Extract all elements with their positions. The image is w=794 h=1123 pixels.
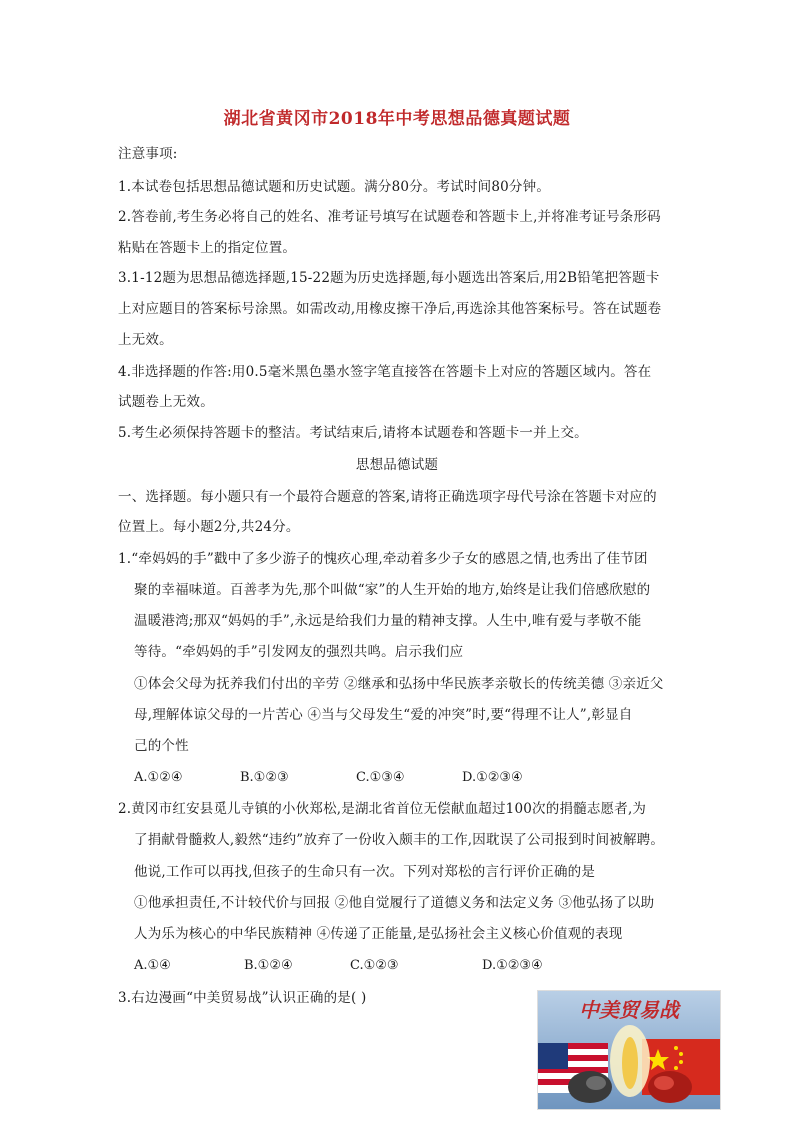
- question-3-line: 3.右边漫画“中美贸易战”认识正确的是( ): [118, 990, 367, 1006]
- notice-line: 1.本试卷包括思想品德试题和历史试题。满分80分。考试时间80分钟。: [118, 179, 551, 195]
- question-1-statement: 母,理解体谅父母的一片苦心 ④当与父母发生“爱的冲突”时,要“得理不让人”,彰显自: [134, 707, 633, 723]
- question-2-statement: ①他承担责任,不计较代价与回报 ②他自觉履行了道德义务和法定义务 ③他弘扬了以助: [134, 895, 655, 911]
- part-instruction: 位置上。每小题2分,共24分。: [118, 519, 300, 535]
- boxing-glove-icon: [648, 1071, 692, 1103]
- option-b[interactable]: B.①②④: [244, 958, 293, 973]
- question-1-statement: 己的个性: [134, 738, 189, 754]
- option-b[interactable]: B.①②③: [240, 770, 289, 785]
- notice-heading: 注意事项:: [118, 146, 178, 162]
- notice-line: 上无效。: [118, 332, 173, 348]
- question-2-line: 2.黄冈市红安县觅儿寺镇的小伙郑松,是湖北省首位无偿献血超过100次的捐髓志愿者,为: [118, 801, 647, 817]
- question-2-line: 他说,工作可以再找,但孩子的生命只有一次。下列对郑松的言行评价正确的是: [134, 864, 596, 880]
- question-1-line: 温暖港湾;那双“妈妈的手”,永远是给我们力量的精神支撑。人生中,唯有爱与孝敬不能: [134, 613, 642, 629]
- question-1-statement: ①体会父母为抚养我们付出的辛劳 ②继承和弘扬中华民族孝亲敬长的传统美德 ③亲近父: [134, 676, 664, 692]
- option-d[interactable]: D.①②③④: [482, 958, 543, 973]
- notice-line: 3.1-12题为思想品德选择题,15-22题为历史选择题,每小题选出答案后,用2B铅笔把答题卡: [118, 270, 660, 286]
- question-1-line: 聚的幸福味道。百善孝为先,那个叫做“家”的人生开始的地方,始终是让我们倍感欣慰的: [134, 582, 651, 598]
- notice-line: 粘贴在答题卡上的指定位置。: [118, 240, 297, 256]
- cartoon-caption: 中美贸易战: [579, 998, 679, 1022]
- notice-line: 试题卷上无效。: [118, 394, 214, 410]
- boxing-glove-icon: [568, 1071, 612, 1103]
- notice-line: 4.非选择题的作答:用0.5毫米黑色墨水签字笔直接答在答题卡上对应的答题区域内。答在: [118, 364, 652, 380]
- trade-war-cartoon: [537, 990, 721, 1110]
- question-1-line: 1.“牵妈妈的手”戳中了多少游子的愧疚心理,牵动着多少子女的感恩之情,也秀出了佳节团: [118, 551, 648, 567]
- question-2-statement: 人为乐为核心的中华民族精神 ④传递了正能量,是弘扬社会主义核心价值观的表现: [134, 926, 623, 942]
- option-d[interactable]: D.①②③④: [462, 770, 523, 785]
- section-title: 思想品德试题: [355, 457, 439, 473]
- option-a[interactable]: A.①④: [134, 958, 171, 973]
- question-2-line: 了捐献骨髓救人,毅然“违约”放弃了一份收入颇丰的工作,因耽误了公司报到时间被解聘。: [134, 832, 665, 848]
- option-c[interactable]: C.①②③: [350, 958, 399, 973]
- notice-line: 5.考生必须保持答题卡的整洁。考试结束后,请将本试题卷和答题卡一并上交。: [118, 425, 588, 441]
- notice-line: 2.答卷前,考生务必将自己的姓名、准考证号填写在试题卷和答题卡上,并将准考证号条形码: [118, 209, 661, 225]
- option-c[interactable]: C.①③④: [356, 770, 405, 785]
- notice-line: 上对应题目的答案标号涂黑。如需改动,用橡皮擦干净后,再选涂其他答案标号。答在试题卷: [118, 301, 662, 317]
- option-a[interactable]: A.①②④: [134, 770, 183, 785]
- exam-title: 湖北省黄冈市2018年中考思想品德真题试题: [223, 109, 571, 129]
- part-instruction: 一、选择题。每小题只有一个最符合题意的答案,请将正确选项字母代号涂在答题卡对应的: [118, 489, 657, 505]
- cartoon-image: [538, 991, 720, 1109]
- question-1-line: 等待。“牵妈妈的手”引发网友的强烈共鸣。启示我们应: [134, 644, 464, 660]
